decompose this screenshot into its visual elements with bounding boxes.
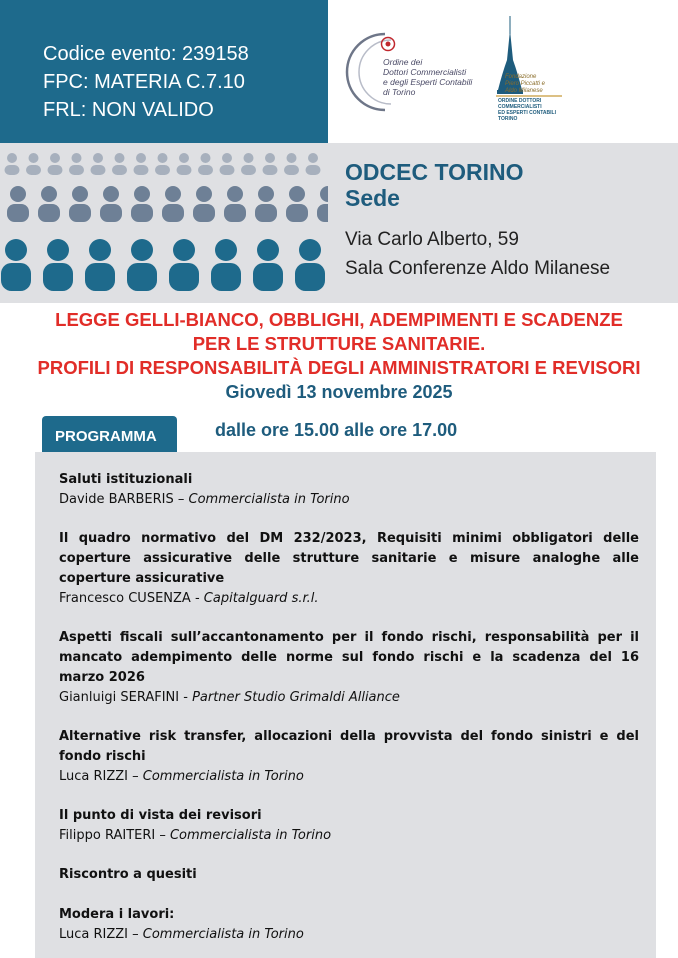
- person-head: [222, 153, 232, 163]
- speaker-name: Luca RIZZI: [59, 927, 129, 942]
- program-item-speaker-line: [59, 925, 639, 944]
- event-date: Giovedì 13 novembre 2025: [225, 382, 453, 402]
- event-time: dalle ore 15.00 alle ore 17.00: [215, 420, 458, 440]
- header-band: [0, 0, 678, 143]
- foundation-sub-line: TORINO: [498, 116, 518, 122]
- foundation-logo-subtext: [498, 98, 556, 122]
- foundation-logo-line: Aldo Milanese: [505, 88, 543, 94]
- audience-illustration: [0, 143, 328, 303]
- speaker-role: Commercialista in Torino: [142, 769, 304, 784]
- person-head: [47, 239, 69, 261]
- speaker-separator: -: [190, 591, 204, 606]
- person-head: [72, 153, 82, 163]
- venue-address: Via Carlo Alberto, 59: [345, 229, 519, 250]
- person-head: [215, 239, 237, 261]
- person-head: [201, 153, 211, 163]
- person-body: [241, 165, 256, 175]
- program-item-speaker-line: [59, 826, 639, 845]
- person-body: [263, 165, 278, 175]
- person-body: [5, 165, 20, 175]
- person-body: [193, 204, 215, 222]
- person-head: [258, 186, 274, 202]
- person-body: [169, 263, 199, 291]
- venue-room: Sala Conferenze Aldo Milanese: [345, 258, 611, 279]
- program-item-title: Saluti istituzionali: [59, 472, 193, 487]
- person-body: [43, 263, 73, 291]
- person-head: [227, 186, 243, 202]
- speaker-name: Davide BARBERIS: [59, 492, 174, 507]
- foundation-sub-line: COMMERCIALISTI: [498, 104, 542, 110]
- speaker-name: Luca RIZZI: [59, 769, 129, 784]
- person-head: [72, 186, 88, 202]
- programma-tab: PROGRAMMA: [42, 416, 177, 453]
- person-body: [1, 263, 31, 291]
- odcec-logo-line: di Torino: [383, 87, 416, 97]
- person-head: [287, 153, 297, 163]
- person-body: [253, 263, 283, 291]
- person-head: [265, 153, 275, 163]
- program-item-title: Riscontro a quesiti: [59, 867, 197, 882]
- person-head: [10, 186, 26, 202]
- person-head: [115, 153, 125, 163]
- program-items: [59, 470, 639, 958]
- odcec-logo-text: [383, 57, 472, 97]
- odcec-logo: [345, 28, 485, 116]
- program-item: [59, 806, 639, 845]
- speaker-role: Commercialista in Torino: [169, 828, 332, 843]
- speaker-separator: –: [173, 492, 189, 507]
- person-body: [306, 165, 321, 175]
- venue-title: [345, 159, 523, 211]
- person-head: [50, 153, 60, 163]
- person-body: [155, 165, 170, 175]
- person-head: [257, 239, 279, 261]
- person-body: [255, 204, 277, 222]
- speaker-name: Francesco CUSENZA: [59, 591, 191, 606]
- program-item-title: Aspetti fiscali sull’accantonamento per il fondo rischi, responsabilità per il mancato adempimento delle norme sul fondo rischi e la scadenza del 16 marzo 2026: [59, 630, 639, 685]
- foundation-logo: [490, 16, 570, 124]
- odcec-logo-line: e degli Esperti Contabili: [383, 77, 473, 87]
- person-body: [131, 204, 153, 222]
- odcec-logo-line: Ordine dei: [383, 57, 423, 67]
- program-item-speaker-line: [59, 688, 639, 707]
- venue-panel: [328, 143, 678, 303]
- person-body: [224, 204, 246, 222]
- person-body: [7, 204, 29, 222]
- person-head: [89, 239, 111, 261]
- person-head: [289, 186, 305, 202]
- person-head: [165, 186, 181, 202]
- person-body: [286, 204, 308, 222]
- fpc-subject: FPC: MATERIA C.7.10: [43, 71, 245, 93]
- person-body: [317, 204, 328, 222]
- person-head: [173, 239, 195, 261]
- person-head: [103, 186, 119, 202]
- person-head: [29, 153, 39, 163]
- person-body: [295, 263, 325, 291]
- event-title-line-1: LEGGE GELLI-BIANCO, OBBLIGHI, ADEMPIMENTI E SCADENZE: [55, 309, 623, 330]
- program-item-title: Modera i lavori:: [59, 907, 175, 922]
- person-head: [244, 153, 254, 163]
- person-head: [299, 239, 321, 261]
- foundation-logo-line: Piero Piccatti e: [505, 81, 546, 87]
- foundation-sub-line: ORDINE DOTTORI: [498, 98, 542, 104]
- speaker-name: Filippo RAITERI: [59, 828, 156, 843]
- program-item: [59, 628, 639, 707]
- program-item: [59, 529, 639, 608]
- person-body: [48, 165, 63, 175]
- person-body: [127, 263, 157, 291]
- event-title-line-2: PER LE STRUTTURE SANITARIE.: [192, 333, 486, 354]
- person-head: [131, 239, 153, 261]
- person-body: [112, 165, 127, 175]
- speaker-role: Commercialista in Torino: [188, 492, 350, 507]
- speaker-separator: -: [179, 690, 193, 705]
- foundation-logo-line: Fondazione: [505, 74, 537, 80]
- program-item: [59, 865, 639, 885]
- person-body: [162, 204, 184, 222]
- person-body: [198, 165, 213, 175]
- person-head: [7, 153, 17, 163]
- program-item-speaker-line: [59, 589, 639, 608]
- audience-icon: [0, 143, 328, 303]
- person-head: [158, 153, 168, 163]
- person-body: [69, 165, 84, 175]
- speaker-name: Gianluigi SERAFINI: [59, 690, 180, 705]
- person-head: [179, 153, 189, 163]
- person-head: [93, 153, 103, 163]
- speaker-separator: –: [128, 927, 143, 942]
- person-body: [100, 204, 122, 222]
- program-item-title: Alternative risk transfer, allocazioni della provvista del fondo sinistri e del fondo rischi: [59, 729, 639, 764]
- foundation-logo-text: [505, 74, 545, 95]
- odcec-logo-line: Dottori Commercialisti: [383, 67, 467, 77]
- event-code-lines: [43, 40, 249, 124]
- program-box: [35, 452, 656, 958]
- program-item-title: Il punto di vista dei revisori: [59, 808, 262, 823]
- program-item: [59, 905, 639, 944]
- event-title-block: [0, 308, 678, 404]
- person-body: [284, 165, 299, 175]
- person-head: [320, 186, 328, 202]
- program-item: [59, 727, 639, 786]
- person-body: [85, 263, 115, 291]
- frl-status: FRL: NON VALIDO: [43, 99, 214, 121]
- person-head: [196, 186, 212, 202]
- person-head: [134, 186, 150, 202]
- person-body: [177, 165, 192, 175]
- person-head: [308, 153, 318, 163]
- event-code-box: [0, 0, 328, 143]
- program-item-speaker-line: [59, 767, 639, 786]
- foundation-sub-line: ED ESPERTI CONTABILI: [498, 110, 556, 116]
- person-body: [91, 165, 106, 175]
- person-head: [41, 186, 57, 202]
- speaker-separator: –: [128, 769, 143, 784]
- venue-name: ODCEC TORINO: [345, 159, 524, 185]
- event-code: Codice evento: 239158: [43, 43, 249, 65]
- person-body: [220, 165, 235, 175]
- person-head: [5, 239, 27, 261]
- speaker-separator: –: [155, 828, 170, 843]
- person-body: [211, 263, 241, 291]
- speaker-role: Partner Studio Grimaldi Alliance: [192, 690, 400, 705]
- speaker-role: Commercialista in Torino: [142, 927, 304, 942]
- venue-label: Sede: [345, 185, 400, 211]
- program-item: [59, 470, 639, 509]
- person-body: [69, 204, 91, 222]
- person-body: [134, 165, 149, 175]
- venue-address-block: [345, 225, 610, 283]
- program-item-speaker-line: [59, 490, 639, 509]
- program-item-title: Il quadro normativo del DM 232/2023, Requisiti minimi obbligatori delle coperture assicurative delle strutture sanitarie e misure analoghe alle coperture assicurative: [59, 531, 639, 586]
- person-body: [38, 204, 60, 222]
- event-title-line-3: PROFILI DI RESPONSABILITÀ DEGLI AMMINISTRATORI E REVISORI: [37, 357, 641, 378]
- speaker-role: Capitalguard s.r.l.: [203, 591, 319, 606]
- person-body: [26, 165, 41, 175]
- person-head: [136, 153, 146, 163]
